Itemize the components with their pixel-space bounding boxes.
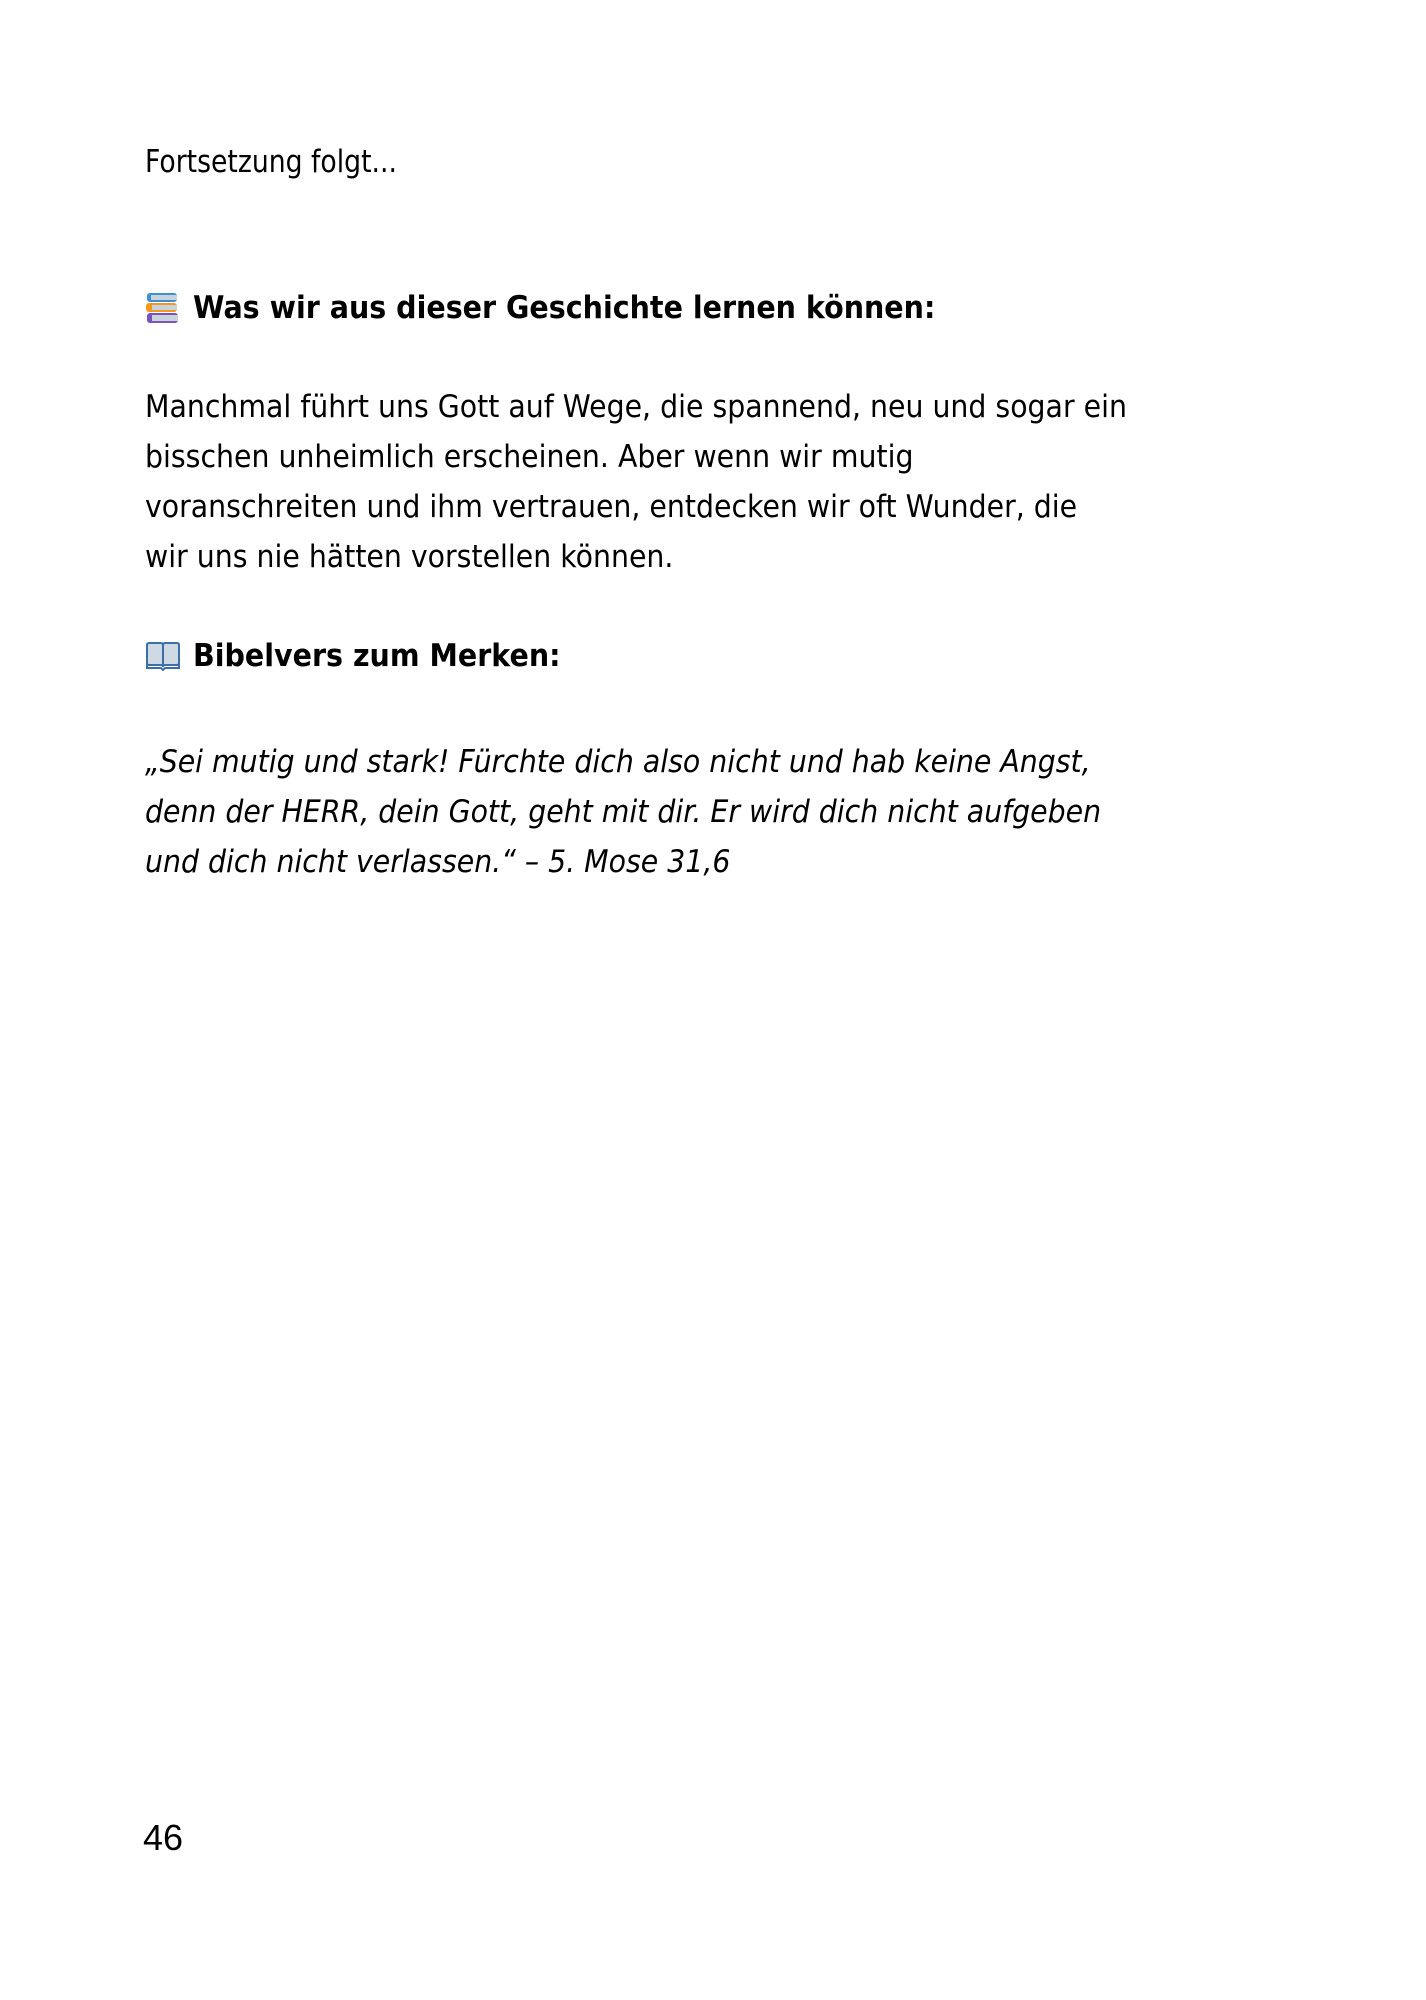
- lesson-line: Manchmal führt uns Gott auf Wege, die spannend, neu und sogar ein: [145, 389, 1127, 425]
- lesson-line: voranschreiten und ihm vertrauen, entdecken wir oft Wunder, die: [145, 489, 1078, 525]
- verse-heading: Bibelvers zum Merken:: [193, 638, 561, 674]
- continuation-text: Fortsetzung folgt...: [145, 144, 397, 180]
- verse-line: und dich nicht verlassen.“ – 5. Mose 31,6: [145, 844, 731, 880]
- books-icon: [145, 291, 181, 329]
- lesson-heading: Was wir aus dieser Geschichte lernen können:: [193, 290, 936, 326]
- page-number: 46: [143, 1817, 184, 1858]
- lesson-line: bisschen unheimlich erscheinen. Aber wenn wir mutig: [145, 439, 914, 475]
- verse-line: denn der HERR, dein Gott, geht mit dir. Er wird dich nicht aufgeben: [145, 794, 1102, 830]
- lesson-line: wir uns nie hätten vorstellen können.: [145, 539, 674, 575]
- verse-line: „Sei mutig und stark! Fürchte dich also nicht und hab keine Angst,: [145, 744, 1091, 780]
- open-book-icon: [145, 641, 181, 675]
